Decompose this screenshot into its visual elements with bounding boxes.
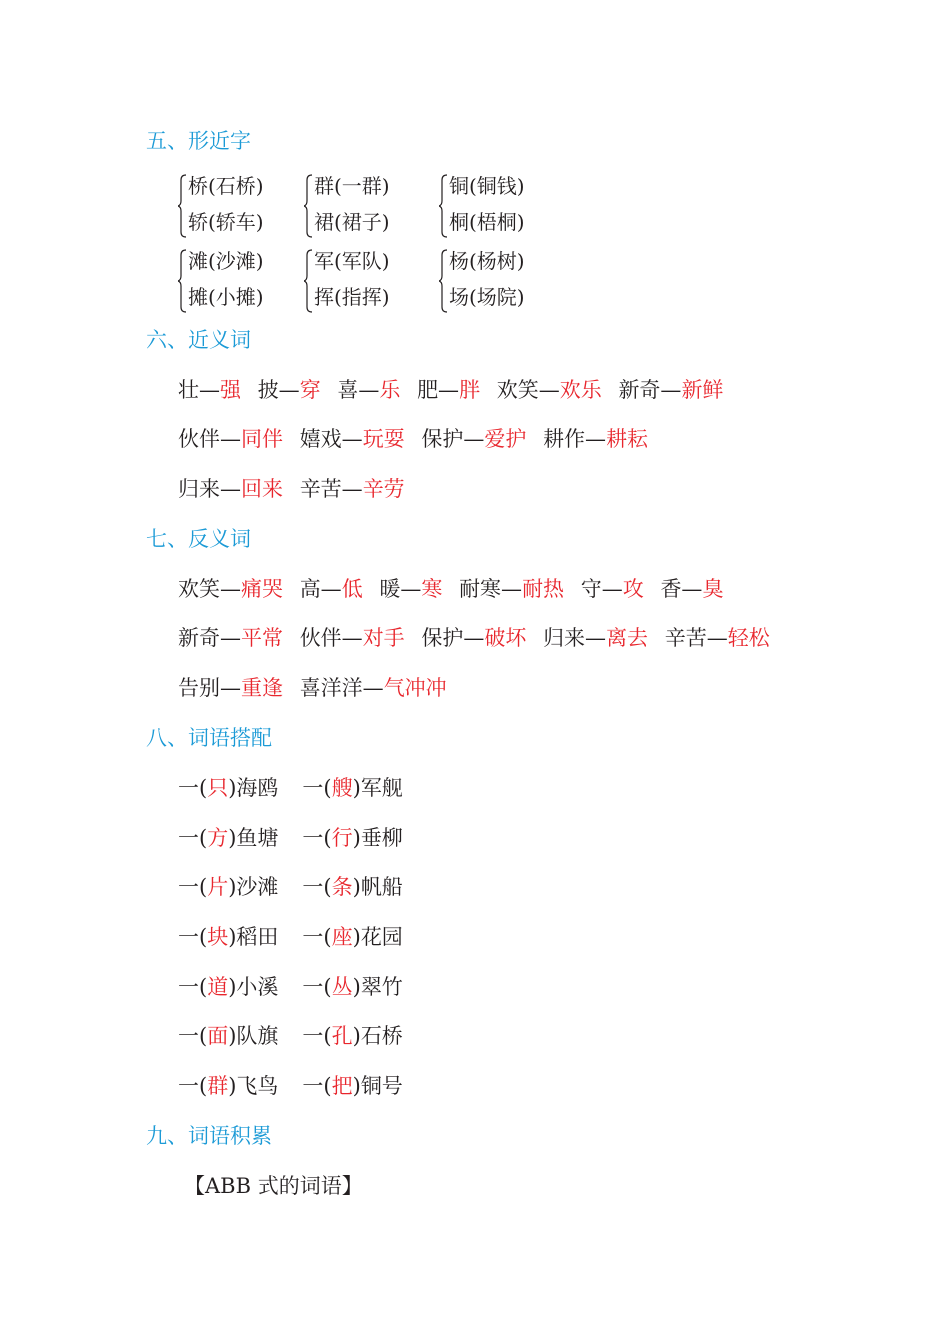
noun: 垂柳 — [360, 826, 403, 850]
collocation-line: 一(方)鱼塘 一(行)垂柳 — [178, 826, 403, 850]
word: 保护— — [421, 427, 485, 451]
char-pair — [439, 172, 559, 242]
measure-word: 孔 — [331, 1024, 353, 1048]
word: 喜— — [337, 378, 380, 402]
antonym-line — [178, 575, 723, 603]
char-pair — [304, 172, 424, 242]
answer: 重逢 — [241, 676, 283, 700]
char-word: 轿(轿车) — [188, 210, 264, 234]
word: 归来— — [543, 626, 607, 650]
noun: 队旗 — [236, 1024, 279, 1048]
noun: 稻田 — [236, 925, 279, 949]
noun: 石桥 — [360, 1024, 403, 1048]
word: 归来— — [178, 477, 241, 501]
char-word: 滩(沙滩) — [188, 249, 264, 273]
collocation-line: 一(只)海鸥 一(艘)军舰 — [178, 776, 403, 800]
collocation-line: 一(块)稻田 一(座)花园 — [178, 925, 403, 949]
noun: 军舰 — [360, 776, 403, 800]
answer: 耐热 — [522, 577, 565, 601]
answer: 胖 — [459, 378, 481, 402]
measure-word: 艘 — [331, 776, 353, 800]
answer: 寒 — [421, 577, 443, 601]
char-pair — [439, 247, 559, 317]
collocation-line: 一(群)飞鸟 一(把)铜号 — [178, 1074, 403, 1098]
synonym-line — [178, 425, 648, 453]
brace-icon — [439, 174, 449, 238]
word: 欢笑— — [496, 378, 560, 402]
measure-word: 片 — [207, 875, 229, 899]
answer: 离去 — [606, 626, 649, 650]
word: 伙伴— — [178, 427, 241, 451]
answer: 攻 — [622, 577, 644, 601]
collocation-line: 一(道)小溪 一(丛)翠竹 — [178, 975, 403, 999]
word: 香— — [660, 577, 703, 601]
char-word: 桐(梧桐) — [449, 210, 525, 234]
word: 欢笑— — [178, 577, 241, 601]
answer: 轻松 — [727, 626, 770, 650]
measure-word: 方 — [207, 826, 229, 850]
word: 告别— — [178, 676, 241, 700]
word: 高— — [299, 577, 342, 601]
measure-word: 道 — [207, 975, 229, 999]
noun: 小溪 — [236, 975, 279, 999]
measure-word: 把 — [331, 1074, 353, 1098]
answer: 痛哭 — [241, 577, 283, 601]
char-word: 裙(裙子) — [314, 210, 390, 234]
collocation-line: 一(面)队旗 一(孔)石桥 — [178, 1024, 403, 1048]
noun: 花园 — [360, 925, 403, 949]
char-word: 桥(石桥) — [188, 174, 264, 198]
word: 新奇— — [618, 378, 682, 402]
char-word: 摊(小摊) — [188, 285, 264, 309]
measure-word: 面 — [207, 1024, 229, 1048]
measure-word: 条 — [331, 875, 353, 899]
word: 保护— — [421, 626, 485, 650]
noun: 飞鸟 — [236, 1074, 279, 1098]
measure-word: 丛 — [331, 975, 353, 999]
brace-icon — [178, 249, 188, 313]
word: 耐寒— — [459, 577, 523, 601]
brace-icon — [304, 249, 314, 313]
word: 辛苦— — [299, 477, 363, 501]
measure-word: 群 — [207, 1074, 229, 1098]
noun: 海鸥 — [236, 776, 279, 800]
section-heading-collocations: 八、词语搭配 — [146, 726, 272, 750]
word: 守— — [580, 577, 623, 601]
char-word: 群(一群) — [314, 174, 390, 198]
answer: 新鲜 — [681, 378, 724, 402]
answer: 回来 — [241, 477, 283, 501]
answer: 臭 — [702, 577, 724, 601]
measure-word: 只 — [207, 776, 229, 800]
word: 暖— — [379, 577, 422, 601]
synonym-line — [178, 475, 405, 503]
word: 耕作— — [543, 427, 607, 451]
noun: 铜号 — [360, 1074, 403, 1098]
section-heading-antonyms: 七、反义词 — [146, 527, 251, 551]
answer: 爱护 — [484, 427, 527, 451]
subheading-abb: 【ABB 式的词语】 — [184, 1174, 363, 1198]
answer: 玩耍 — [362, 427, 405, 451]
answer: 耕耘 — [606, 427, 649, 451]
answer: 穿 — [299, 378, 321, 402]
answer: 破坏 — [484, 626, 527, 650]
word: 喜洋洋— — [299, 676, 384, 700]
section-heading-similar-chars: 五、形近字 — [146, 129, 251, 153]
antonym-line — [178, 624, 770, 652]
synonym-line — [178, 376, 723, 404]
word: 新奇— — [178, 626, 241, 650]
word: 披— — [257, 378, 300, 402]
char-pair — [178, 247, 298, 317]
word: 辛苦— — [664, 626, 728, 650]
section-heading-synonyms: 六、近义词 — [146, 328, 251, 352]
answer: 辛劳 — [362, 477, 405, 501]
char-pair — [178, 172, 298, 242]
noun: 鱼塘 — [236, 826, 279, 850]
collocation-line: 一(片)沙滩 一(条)帆船 — [178, 875, 403, 899]
measure-word: 块 — [207, 925, 229, 949]
char-word: 军(军队) — [314, 249, 390, 273]
brace-icon — [439, 249, 449, 313]
section-heading-word-accumulation: 九、词语积累 — [146, 1124, 272, 1148]
measure-word: 座 — [331, 925, 353, 949]
char-word: 场(场院) — [449, 285, 525, 309]
word: 壮— — [178, 378, 220, 402]
answer: 低 — [341, 577, 363, 601]
word: 嬉戏— — [299, 427, 363, 451]
answer: 气冲冲 — [383, 676, 447, 700]
noun: 帆船 — [360, 875, 403, 899]
noun: 沙滩 — [236, 875, 279, 899]
char-pair — [304, 247, 424, 317]
char-word: 铜(铜钱) — [449, 174, 525, 198]
char-word: 杨(杨树) — [449, 249, 525, 273]
measure-word: 行 — [331, 826, 353, 850]
brace-icon — [178, 174, 188, 238]
answer: 对手 — [362, 626, 405, 650]
char-word: 挥(指挥) — [314, 285, 390, 309]
answer: 欢乐 — [559, 378, 602, 402]
answer: 强 — [220, 378, 241, 402]
brace-icon — [304, 174, 314, 238]
answer: 乐 — [379, 378, 401, 402]
word: 肥— — [417, 378, 460, 402]
answer: 同伴 — [241, 427, 283, 451]
noun: 翠竹 — [360, 975, 403, 999]
word: 伙伴— — [299, 626, 363, 650]
antonym-line — [178, 674, 447, 702]
answer: 平常 — [241, 626, 283, 650]
